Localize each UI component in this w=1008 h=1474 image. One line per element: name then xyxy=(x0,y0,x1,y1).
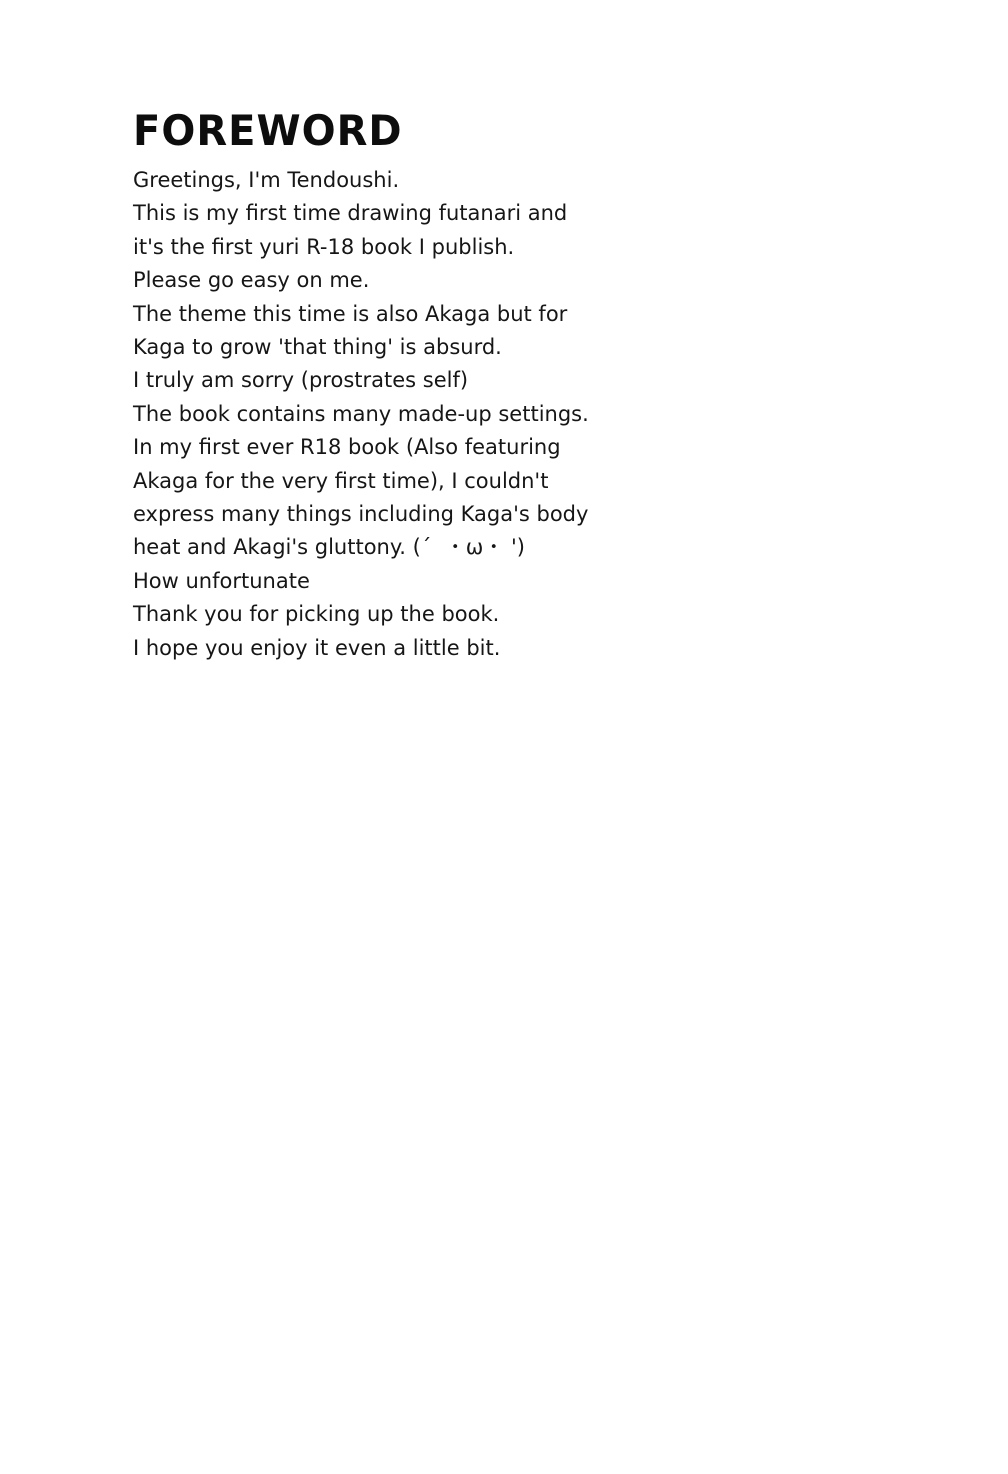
foreword-line: Thank you for picking up the book. xyxy=(133,602,500,627)
foreword-line: heat and Akagi's gluttony. (´ ・ω・ ') xyxy=(133,535,525,560)
foreword-line: Please go easy on me. xyxy=(133,268,370,293)
foreword-line: I hope you enjoy it even a little bit. xyxy=(133,635,501,660)
foreword-line: Kaga to grow 'that thing' is absurd. xyxy=(133,335,502,360)
foreword-line: Akaga for the very first time), I couldn't xyxy=(133,468,549,493)
foreword-line: In my first ever R18 book (Also featuring xyxy=(133,435,561,460)
foreword-line: it's the first yuri R-18 book I publish. xyxy=(133,234,515,259)
foreword-line: The theme this time is also Akaga but for xyxy=(133,301,568,326)
foreword-line: How unfortunate xyxy=(133,568,310,593)
foreword-line: This is my first time drawing futanari and xyxy=(133,201,568,226)
foreword-line: express many things including Kaga's body xyxy=(133,502,589,527)
foreword-line: Greetings, I'm Tendoushi. xyxy=(133,168,400,192)
foreword-line: The book contains many made-up settings. xyxy=(133,401,589,426)
page-title: FOREWORD xyxy=(133,106,403,156)
foreword-section xyxy=(133,106,589,665)
foreword-line: I truly am sorry (prostrates self) xyxy=(133,368,469,393)
